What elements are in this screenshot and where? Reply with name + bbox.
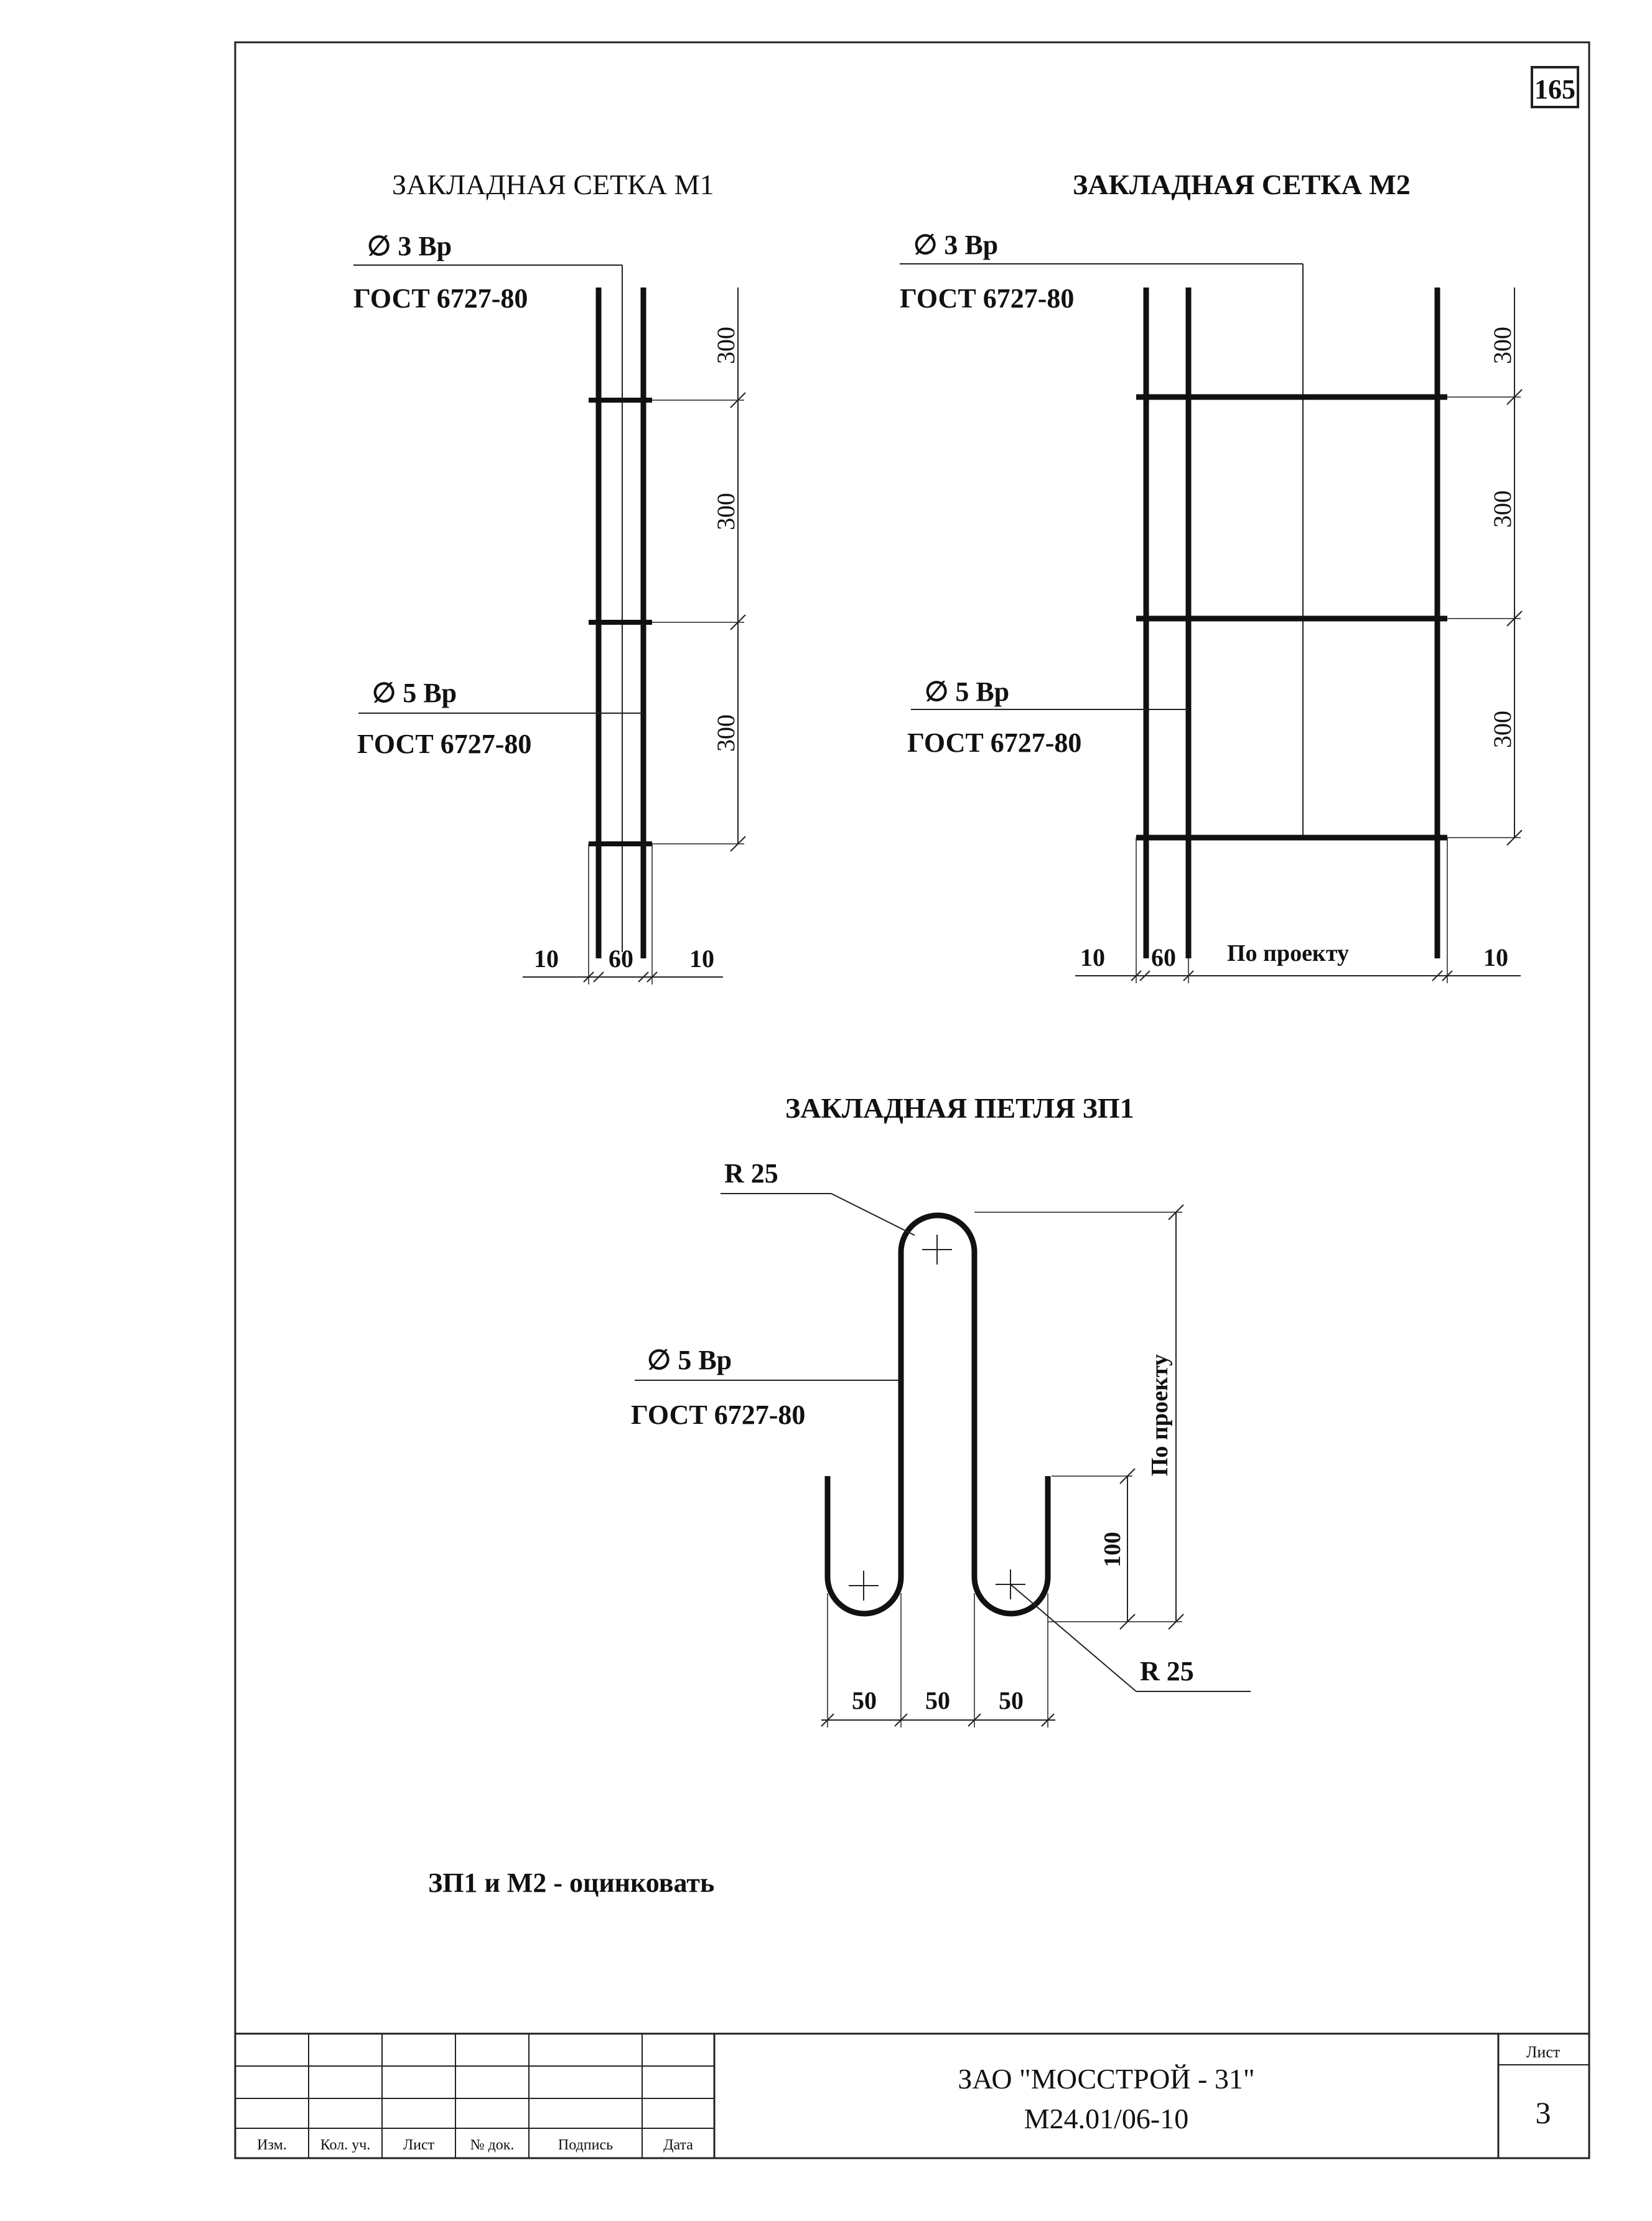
loop-zp1-radius-top: R 25 <box>724 1158 778 1189</box>
tb-header-signature: Подпись <box>558 2137 614 2153</box>
loop-zp1-bar <box>828 1215 1048 1614</box>
sheet-badge <box>1532 67 1578 107</box>
mesh-m2-dim-v-2: 300 <box>1488 490 1516 528</box>
tb-header-list: Лист <box>403 2137 435 2153</box>
loop-zp1-center-left <box>849 1571 879 1601</box>
loop-zp1-dim-height: По проекту <box>1147 1354 1173 1477</box>
sheet-badge-text: 165 <box>1534 74 1575 105</box>
loop-zp1-callout-gost: ГОСТ 6727-80 <box>631 1400 806 1430</box>
mesh-m1-dim-v-1: 300 <box>712 327 740 364</box>
tb-company: ЗАО "МОССТРОЙ - 31" <box>958 2063 1255 2095</box>
mesh-m1-dim-b-2: 60 <box>609 945 633 973</box>
loop-zp1-center-top <box>922 1235 952 1265</box>
mesh-m2 <box>900 169 1522 983</box>
mesh-m1-dim-b-1: 10 <box>534 945 559 973</box>
mesh-m1 <box>353 169 745 984</box>
tb-doc-code: М24.01/06-10 <box>1024 2103 1189 2134</box>
mesh-m2-dim-v-3: 300 <box>1488 711 1516 748</box>
mesh-m1-dim-b-3: 10 <box>689 945 714 973</box>
mesh-m1-callout-bottom-mark: ∅ 5 Вр <box>372 678 457 708</box>
loop-zp1-title: ЗАКЛАДНАЯ ПЕТЛЯ ЗП1 <box>785 1092 1134 1124</box>
tb-sheet-label: Лист <box>1526 2043 1561 2061</box>
galvanize-note: ЗП1 и М2 - оцинковать <box>428 1868 715 1898</box>
mesh-m1-title: ЗАКЛАДНАЯ СЕТКА М1 <box>392 169 714 200</box>
loop-zp1-dim-b-2: 50 <box>925 1686 950 1714</box>
tb-sheet-number: 3 <box>1535 2095 1551 2130</box>
mesh-m2-callout-bottom-mark: ∅ 5 Вр <box>925 676 1010 707</box>
mesh-m1-dim-v-3: 300 <box>712 714 740 752</box>
mesh-m2-dim-b-3: По проекту <box>1226 940 1350 966</box>
mesh-m2-dim-b-1: 10 <box>1080 943 1105 971</box>
loop-zp1-dim-b-1: 50 <box>852 1686 877 1714</box>
tb-header-izm: Изм. <box>257 2137 287 2153</box>
loop-zp1 <box>631 1092 1251 1728</box>
mesh-m2-dim-b-4: 10 <box>1483 943 1508 971</box>
mesh-m1-callout-bottom-gost: ГОСТ 6727-80 <box>357 729 532 759</box>
tb-header-doc-no: № док. <box>470 2137 515 2153</box>
mesh-m1-callout-top-mark: ∅ 3 Вр <box>367 231 452 261</box>
mesh-m2-dim-v-1: 300 <box>1488 327 1516 364</box>
loop-zp1-radius-bottom: R 25 <box>1140 1656 1194 1686</box>
tb-header-date: Дата <box>663 2137 693 2153</box>
title-block <box>235 2034 1589 2158</box>
tb-header-kol-uch: Кол. уч. <box>320 2137 371 2153</box>
mesh-m2-callout-top-gost: ГОСТ 6727-80 <box>900 283 1075 314</box>
mesh-m2-callout-bottom-gost: ГОСТ 6727-80 <box>907 727 1082 758</box>
mesh-m2-title: ЗАКЛАДНАЯ СЕТКА М2 <box>1073 169 1411 200</box>
mesh-m2-dim-b-2: 60 <box>1151 943 1176 971</box>
loop-zp1-dim-leg: 100 <box>1099 1531 1126 1568</box>
mesh-m2-callout-top-mark: ∅ 3 Вр <box>913 230 999 260</box>
mesh-m1-callout-top-gost: ГОСТ 6727-80 <box>353 283 528 314</box>
loop-zp1-dim-b-3: 50 <box>999 1686 1024 1714</box>
mesh-m1-dim-v-2: 300 <box>712 493 740 530</box>
loop-zp1-callout-mark: ∅ 5 Вр <box>647 1345 732 1375</box>
